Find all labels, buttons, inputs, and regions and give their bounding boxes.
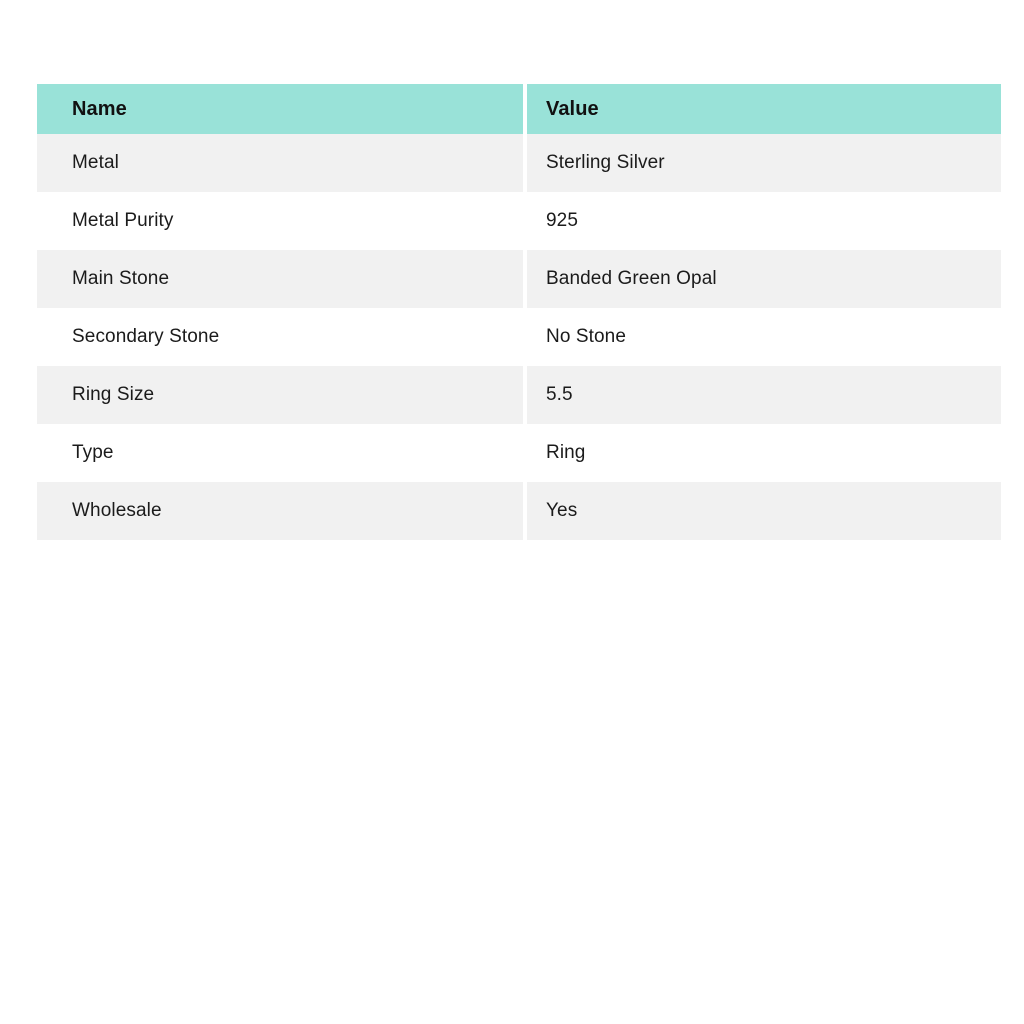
table-row	[37, 366, 1001, 424]
table-row	[37, 192, 1001, 250]
table-row	[37, 424, 1001, 482]
header-cell-value: Value	[527, 84, 1001, 134]
attribute-name-cell: Wholesale	[37, 482, 523, 540]
table-row	[37, 134, 1001, 192]
attribute-value-cell: Ring	[527, 424, 1001, 482]
attribute-value-cell: Yes	[527, 482, 1001, 540]
attribute-value-cell: No Stone	[527, 308, 1001, 366]
attribute-name-cell: Secondary Stone	[37, 308, 523, 366]
attribute-value-cell: 5.5	[527, 366, 1001, 424]
table-row	[37, 308, 1001, 366]
attribute-value-cell: 925	[527, 192, 1001, 250]
table-body	[37, 134, 1001, 540]
attribute-value-cell: Banded Green Opal	[527, 250, 1001, 308]
header-cell-name: Name	[37, 84, 523, 134]
attribute-name-cell: Ring Size	[37, 366, 523, 424]
attribute-value-cell: Sterling Silver	[527, 134, 1001, 192]
table-row	[37, 482, 1001, 540]
attribute-name-cell: Metal	[37, 134, 523, 192]
product-spec-table	[37, 84, 1001, 540]
table-row	[37, 250, 1001, 308]
attribute-name-cell: Main Stone	[37, 250, 523, 308]
table-header-row	[37, 84, 1001, 134]
attribute-name-cell: Type	[37, 424, 523, 482]
attribute-name-cell: Metal Purity	[37, 192, 523, 250]
